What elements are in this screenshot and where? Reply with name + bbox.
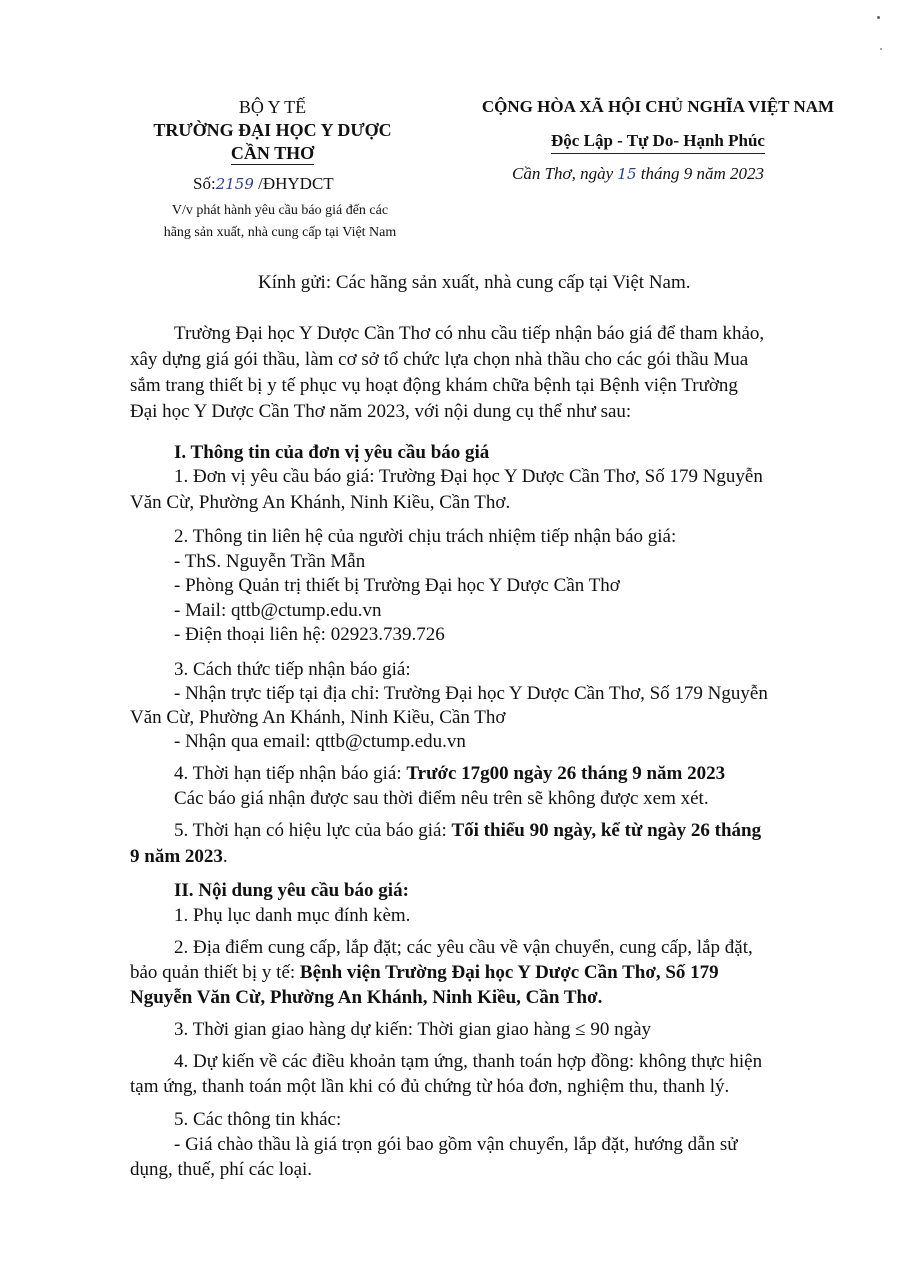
intro-line: Đại học Y Dược Cần Thơ năm 2023, với nội dung cụ thể như sau: [130, 401, 632, 422]
scan-speck [877, 16, 880, 19]
section2-item4-line1: 4. Dự kiến về các điều khoản tạm ứng, thanh toán hợp đồng: không thực hiện [174, 1051, 763, 1072]
section2-item4-line2: tạm ứng, thanh toán một lần khi có đủ chứng từ hóa đơn, nghiệm thu, thanh lý. [130, 1076, 730, 1097]
item4-label: 4. Thời hạn tiếp nhận báo giá: [174, 763, 407, 784]
addressee: Kính gửi: Các hãng sản xuất, nhà cung cấp tại Việt Nam. [258, 272, 691, 293]
section1-item5-line2 [130, 846, 228, 868]
section2-item5-title: 5. Các thông tin khác: [174, 1109, 342, 1130]
item5-label: 5. Thời hạn có hiệu lực của báo giá: [174, 820, 452, 841]
intro-line: xây dựng giá gói thầu, làm cơ sở tổ chức lựa chọn nhà thầu cho các gói thầu Mua [130, 349, 749, 370]
ministry-name: BỘ Y TẾ [238, 97, 307, 117]
intro-line: sắm trang thiết bị y tế phục vụ hoạt động khám chữa bệnh tại Bệnh viện Trường [130, 375, 738, 396]
section2-item2-line1: 2. Địa điểm cung cấp, lắp đặt; các yêu cầu về vận chuyển, cung cấp, lắp đặt, [174, 937, 753, 958]
section2-item3: 3. Thời gian giao hàng dự kiến: Thời gian giao hàng ≤ 90 ngày [174, 1019, 652, 1040]
section2-item5-line2: dụng, thuế, phí các loại. [130, 1159, 313, 1180]
number-handwritten: 2159 [215, 175, 254, 193]
section1-item1-line2: Văn Cừ, Phường An Khánh, Ninh Kiều, Cần Thơ. [130, 492, 511, 513]
scan-speck [880, 48, 882, 50]
intro-line: Trường Đại học Y Dược Cần Thơ có nhu cầu tiếp nhận báo giá để tham khảo, [174, 323, 765, 344]
item5-end: . [222, 846, 228, 867]
item4-deadline: Trước 17g00 ngày 26 tháng 9 năm 2023 [406, 763, 726, 784]
section2-item2-line3: Nguyễn Văn Cừ, Phường An Khánh, Ninh Kiều, Cần Thơ. [130, 987, 603, 1008]
receive-line: Văn Cừ, Phường An Khánh, Ninh Kiều, Cần Thơ [130, 707, 506, 728]
item5-validity-date: 9 năm 2023 [130, 846, 223, 867]
motto-text: Độc Lập - Tự Do- Hạnh Phúc [551, 131, 765, 154]
contact-line: - ThS. Nguyễn Trần Mẫn [174, 551, 366, 572]
contact-line: - Mail: qttb@ctump.edu.vn [174, 600, 382, 621]
section1-item4-note: Các báo giá nhận được sau thời điểm nêu trên sẽ không được xem xét. [174, 788, 709, 809]
school-name-line1: TRƯỜNG ĐẠI HỌC Y DƯỢC [153, 120, 392, 140]
receive-line: - Nhận trực tiếp tại địa chỉ: Trường Đại học Y Dược Cần Thơ, Số 179 Nguyễn [174, 683, 768, 704]
section1-item1-line1: 1. Đơn vị yêu cầu báo giá: Trường Đại học Y Dược Cần Thơ, Số 179 Nguyễn [174, 466, 763, 487]
section2-heading: II. Nội dung yêu cầu báo giá: [174, 880, 409, 901]
item2-location: Bệnh viện Trường Đại học Y Dược Cần Thơ, Số 179 [299, 962, 719, 983]
contact-line: - Điện thoại liên hệ: 02923.739.726 [174, 624, 445, 645]
subject-line2: hãng sản xuất, nhà cung cấp tại Việt Nam [163, 225, 397, 240]
section1-item2-title: 2. Thông tin liên hệ của người chịu trách nhiệm tiếp nhận báo giá: [174, 526, 677, 547]
date-suffix: tháng 9 năm 2023 [636, 164, 765, 183]
number-suffix: /ĐHYDCT [253, 174, 334, 193]
section1-item4 [174, 763, 725, 785]
date-prefix: Cần Thơ, ngày [512, 164, 618, 183]
section2-item2-line2 [130, 962, 719, 984]
number-prefix: Số: [193, 174, 216, 193]
item2-label: bảo quản thiết bị y tế: [130, 962, 300, 983]
receive-line: - Nhận qua email: qttb@ctump.edu.vn [174, 731, 466, 752]
item5-validity: Tối thiểu 90 ngày, kể từ ngày 26 tháng [451, 820, 762, 841]
section1-item5-line1 [174, 820, 761, 842]
subject-line1: V/v phát hành yêu cầu báo giá đến các [171, 203, 389, 218]
section1-item3-title: 3. Cách thức tiếp nhận báo giá: [174, 659, 411, 680]
section1-heading: I. Thông tin của đơn vị yêu cầu báo giá [174, 442, 490, 463]
section2-item1: 1. Phụ lục danh mục đính kèm. [174, 905, 411, 926]
date-day-handwritten: 15 [617, 165, 637, 183]
country-name: CỘNG HÒA XÃ HỘI CHỦ NGHĨA VIỆT NAM [481, 97, 835, 116]
contact-line: - Phòng Quản trị thiết bị Trường Đại học Y Dược Cần Thơ [174, 575, 620, 596]
section2-item5-line1: - Giá chào thầu là giá trọn gói bao gồm vận chuyển, lắp đặt, hướng dẫn sử [174, 1134, 738, 1155]
school-name-city: CẦN THƠ [230, 143, 315, 163]
